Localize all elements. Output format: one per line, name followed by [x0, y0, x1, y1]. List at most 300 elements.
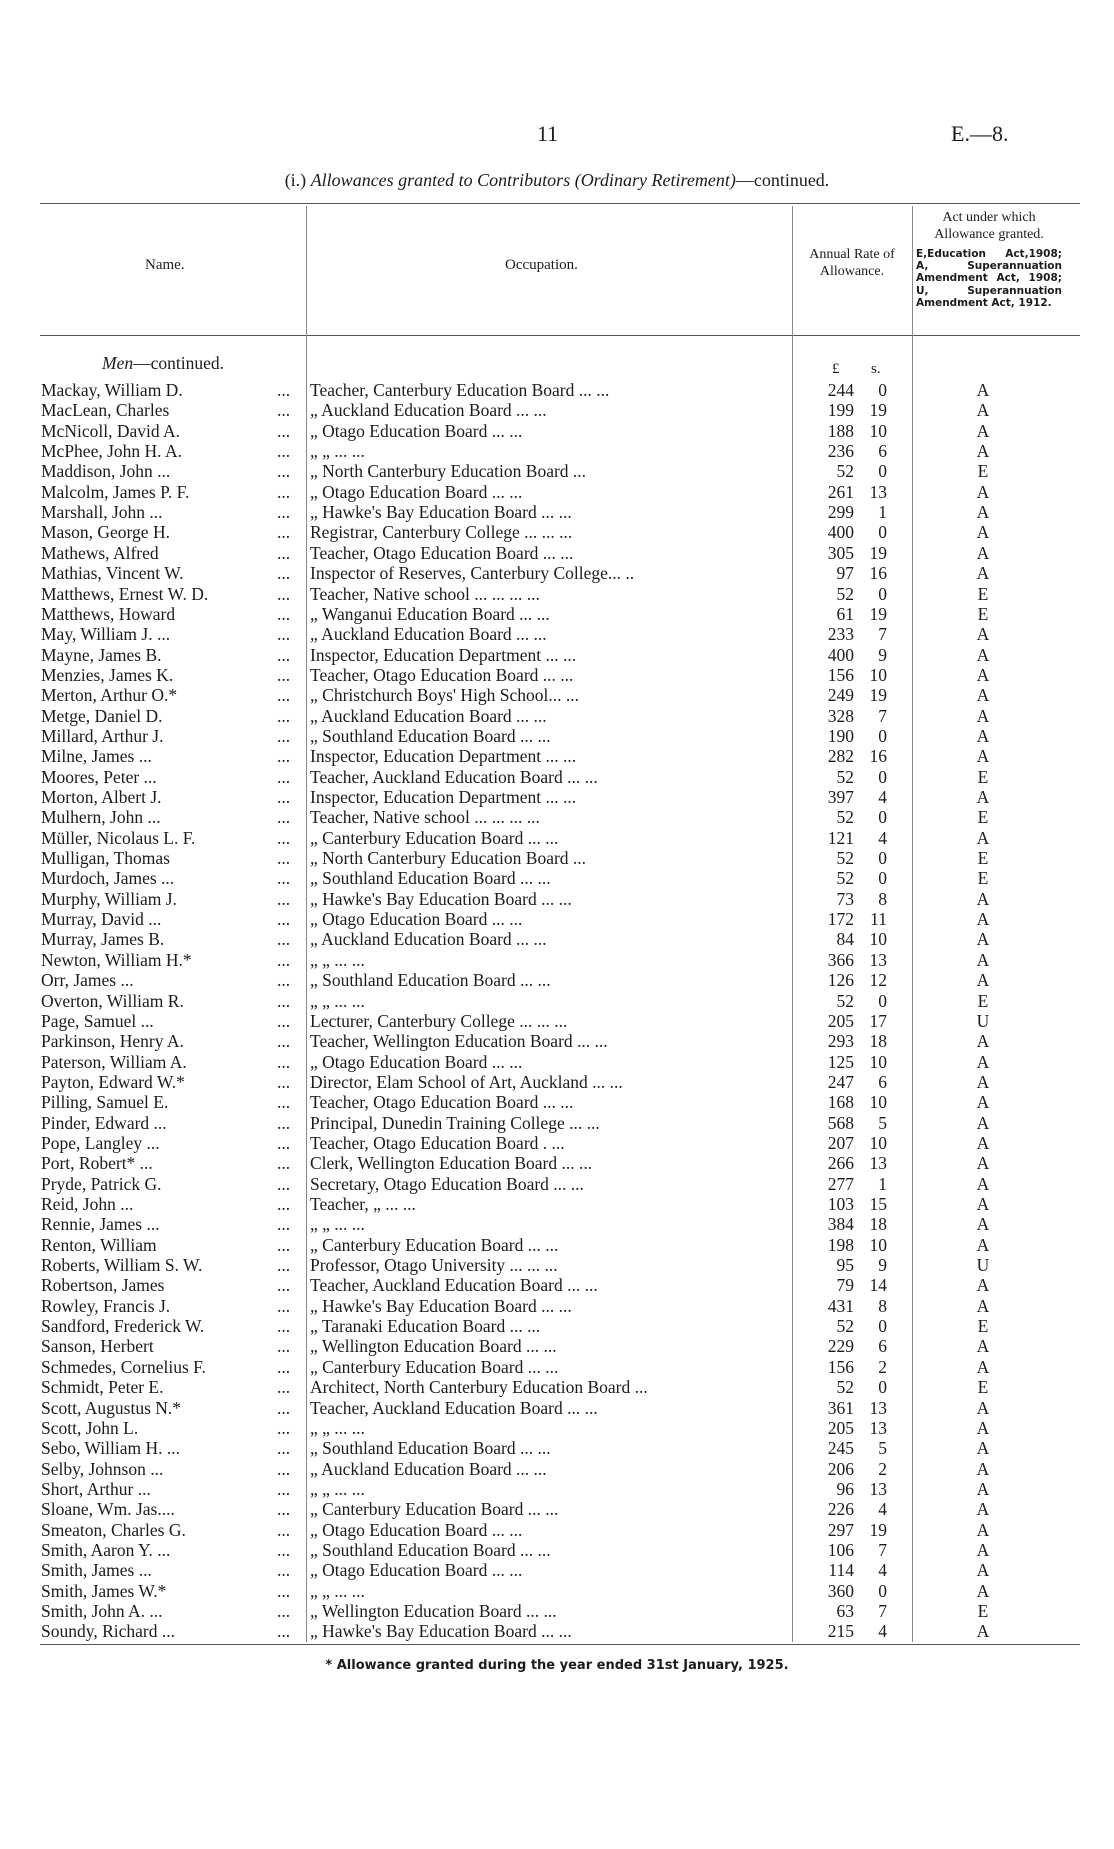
- rate-shillings: 19: [869, 1519, 887, 1540]
- table-row: [0, 909, 1114, 929]
- table-row: [0, 1113, 1114, 1133]
- rate-pounds: 95: [836, 1255, 854, 1276]
- rate-shillings: 9: [878, 644, 887, 665]
- leader-dots: ...: [277, 929, 291, 950]
- rate-pounds: 84: [836, 929, 854, 950]
- rate-pounds: 103: [827, 1194, 854, 1214]
- contributor-name: Mulhern, John ...: [41, 807, 161, 828]
- occupation: Secretary, Otago Education Board ... ...: [310, 1173, 584, 1194]
- contributor-name: Schmedes, Cornelius F.: [41, 1356, 206, 1377]
- act-code: A: [976, 1560, 990, 1581]
- leader-dots: ...: [277, 1295, 291, 1316]
- contributor-name: Mackay, William D.: [41, 380, 183, 400]
- contributor-name: Smith, Aaron Y. ...: [41, 1539, 171, 1560]
- act-code: A: [976, 441, 990, 462]
- occupation: Teacher, Canterbury Education Board ... ...: [310, 380, 610, 400]
- act-code: A: [976, 522, 990, 543]
- occupation: „ Otago Education Board ... ...: [310, 909, 523, 930]
- act-code: A: [976, 746, 990, 767]
- leader-dots: ...: [277, 1112, 291, 1133]
- occupation: Inspector of Reserves, Canterbury College... ..: [310, 563, 635, 584]
- table-row: [0, 1499, 1114, 1519]
- table-row: [0, 624, 1114, 644]
- occupation: „ Hawke's Bay Education Board ... ...: [310, 888, 572, 909]
- act-code: A: [976, 1336, 990, 1357]
- occupation: „ Auckland Education Board ... ...: [310, 624, 547, 645]
- rate-shillings: 5: [878, 1438, 887, 1459]
- act-code: A: [976, 563, 990, 584]
- rate-shillings: 6: [878, 1071, 887, 1092]
- rate-shillings: 19: [869, 685, 887, 706]
- rate-shillings: 7: [878, 1539, 887, 1560]
- column-header-occupation: Occupation.: [505, 257, 578, 273]
- caption-suffix: —continued.: [735, 170, 830, 190]
- contributor-name: Matthews, Howard: [41, 603, 176, 624]
- rate-shillings: 19: [869, 400, 887, 421]
- rate-pounds: 261: [827, 481, 854, 502]
- leader-dots: ...: [277, 990, 291, 1011]
- leader-dots: ...: [277, 1214, 291, 1235]
- leader-dots: ...: [277, 848, 291, 869]
- rate-shillings: 13: [869, 481, 887, 502]
- rate-shillings: 0: [878, 380, 887, 400]
- leader-dots: ...: [277, 1478, 291, 1499]
- rate-shillings: 0: [878, 1316, 887, 1337]
- occupation: „ Taranaki Education Board ... ...: [310, 1316, 541, 1337]
- table-row: [0, 1520, 1114, 1540]
- contributor-name: Mathews, Alfred: [41, 542, 159, 563]
- leader-dots: ...: [277, 1499, 291, 1520]
- act-code: A: [976, 502, 990, 523]
- occupation: „ Wellington Education Board ... ...: [310, 1601, 557, 1621]
- contributor-name: Rennie, James ...: [41, 1214, 160, 1235]
- act-code: E: [977, 766, 989, 787]
- rate-pounds: 97: [836, 563, 854, 584]
- table-row: [0, 1336, 1114, 1356]
- rate-pounds: 156: [827, 664, 854, 685]
- leader-dots: ...: [277, 888, 291, 909]
- rate-pounds: 79: [836, 1275, 854, 1296]
- act-code: A: [976, 1132, 990, 1153]
- rate-shillings: 10: [869, 420, 887, 441]
- rate-shillings: 13: [869, 1417, 887, 1438]
- leader-dots: ...: [277, 542, 291, 563]
- rate-pounds: 282: [827, 746, 854, 767]
- table-row: [0, 1072, 1114, 1092]
- occupation: Director, Elam School of Art, Auckland ... ...: [310, 1071, 623, 1092]
- act-code: A: [976, 705, 990, 726]
- occupation: „ Otago Education Board ... ...: [310, 1519, 523, 1540]
- rate-pounds: 328: [827, 705, 854, 726]
- table-row: [0, 400, 1114, 420]
- occupation: „ Southland Education Board ... ...: [310, 1539, 551, 1560]
- contributor-name: Smith, James W.*: [41, 1580, 167, 1601]
- leader-dots: ...: [277, 461, 291, 482]
- table-row: [0, 665, 1114, 685]
- column-header-act-title: Act under which Allowance granted.: [934, 210, 1044, 242]
- contributor-name: May, William J. ...: [41, 624, 171, 645]
- act-code: A: [976, 1397, 990, 1418]
- occupation: „ Auckland Education Board ... ...: [310, 705, 547, 726]
- act-code: A: [976, 1478, 990, 1499]
- contributor-name: Matthews, Ernest W. D.: [41, 583, 209, 604]
- contributor-name: Overton, William R.: [41, 990, 184, 1011]
- contributor-name: Renton, William: [41, 1234, 157, 1255]
- occupation: „ Hawke's Bay Education Board ... ...: [310, 1295, 572, 1316]
- act-code: A: [976, 1499, 990, 1520]
- occupation: „ „ ... ...: [310, 1478, 365, 1499]
- leader-dots: ...: [277, 807, 291, 828]
- rate-shillings: 13: [869, 1478, 887, 1499]
- contributor-name: Sebo, William H. ...: [41, 1438, 180, 1459]
- table-row: [0, 1092, 1114, 1112]
- table-row: [0, 584, 1114, 604]
- rate-pounds: 73: [836, 888, 854, 909]
- rate-pounds: 63: [836, 1601, 854, 1621]
- rate-shillings: 13: [869, 949, 887, 970]
- act-code: A: [976, 1621, 990, 1642]
- act-code: E: [977, 1377, 989, 1398]
- table-row: [0, 767, 1114, 787]
- table-row: [0, 1011, 1114, 1031]
- leader-dots: ...: [277, 481, 291, 502]
- act-code: A: [976, 1214, 990, 1235]
- contributor-name: Merton, Arthur O.*: [41, 685, 178, 706]
- rate-pounds: 215: [827, 1621, 854, 1642]
- leader-dots: ...: [277, 1397, 291, 1418]
- rate-pounds: 190: [827, 725, 854, 746]
- contributor-name: Sloane, Wm. Jas....: [41, 1499, 175, 1520]
- rate-pounds: 384: [827, 1214, 854, 1235]
- rate-shillings: 0: [878, 807, 887, 828]
- occupation: „ Otago Education Board ... ...: [310, 1051, 523, 1072]
- rate-pounds: 266: [827, 1153, 854, 1174]
- act-code: A: [976, 1153, 990, 1174]
- leader-dots: ...: [277, 1010, 291, 1031]
- rate-pounds: 236: [827, 441, 854, 462]
- leader-dots: ...: [277, 949, 291, 970]
- occupation: „ Auckland Education Board ... ...: [310, 400, 547, 421]
- leader-dots: ...: [277, 644, 291, 665]
- occupation: „ Canterbury Education Board ... ...: [310, 1356, 559, 1377]
- table-row: [0, 970, 1114, 990]
- contributor-name: Maddison, John ...: [41, 461, 171, 482]
- rate-pounds: 245: [827, 1438, 854, 1459]
- contributor-name: MacLean, Charles: [41, 400, 170, 421]
- rate-shillings: 10: [869, 1051, 887, 1072]
- leader-dots: ...: [277, 746, 291, 767]
- table-row: [0, 502, 1114, 522]
- act-code: A: [976, 909, 990, 930]
- contributor-name: Short, Arthur ...: [41, 1478, 151, 1499]
- contributor-name: Menzies, James K.: [41, 664, 174, 685]
- table-row: [0, 746, 1114, 766]
- occupation: „ Southland Education Board ... ...: [310, 725, 551, 746]
- act-code: A: [976, 1194, 990, 1214]
- rate-shillings: 5: [878, 1112, 887, 1133]
- occupation: Principal, Dunedin Training College ... ...: [310, 1112, 600, 1133]
- leader-dots: ...: [277, 603, 291, 624]
- rate-pounds: 121: [827, 827, 854, 848]
- table-row: [0, 787, 1114, 807]
- occupation: „ Otago Education Board ... ...: [310, 481, 523, 502]
- leader-dots: ...: [277, 502, 291, 523]
- act-code: A: [976, 1458, 990, 1479]
- table-row: [0, 1479, 1114, 1499]
- contributor-name: Soundy, Richard ...: [41, 1621, 175, 1642]
- leader-dots: ...: [277, 563, 291, 584]
- rate-shillings: 1: [878, 1173, 887, 1194]
- table-row: [0, 563, 1114, 583]
- table-row: [0, 1275, 1114, 1295]
- leader-dots: ...: [277, 1601, 291, 1621]
- occupation: Teacher, Auckland Education Board ... ...: [310, 766, 598, 787]
- contributor-name: Mulligan, Thomas: [41, 848, 170, 869]
- rate-pounds: 244: [827, 380, 854, 400]
- leader-dots: ...: [277, 1031, 291, 1052]
- table-row: [0, 1214, 1114, 1234]
- occupation: „ „ ... ...: [310, 1580, 365, 1601]
- rate-shillings: 0: [878, 522, 887, 543]
- rate-pounds: 52: [836, 868, 854, 889]
- leader-dots: ...: [277, 1316, 291, 1337]
- contributor-name: Müller, Nicolaus L. F.: [41, 827, 196, 848]
- leader-dots: ...: [277, 1071, 291, 1092]
- section-suffix: —continued.: [133, 353, 224, 373]
- act-code: A: [976, 664, 990, 685]
- rate-shillings: 4: [878, 1621, 887, 1642]
- rate-pounds: 198: [827, 1234, 854, 1255]
- act-code: E: [977, 990, 989, 1011]
- table-row: [0, 1418, 1114, 1438]
- contributor-name: McNicoll, David A.: [41, 420, 181, 441]
- leader-dots: ...: [277, 1519, 291, 1540]
- occupation: „ Southland Education Board ... ...: [310, 970, 551, 991]
- leader-dots: ...: [277, 1255, 291, 1276]
- act-code: E: [977, 868, 989, 889]
- leader-dots: ...: [277, 685, 291, 706]
- contributor-name: Paterson, William A.: [41, 1051, 187, 1072]
- rate-pounds: 52: [836, 461, 854, 482]
- occupation: „ Canterbury Education Board ... ...: [310, 1499, 559, 1520]
- leader-dots: ...: [277, 1458, 291, 1479]
- leader-dots: ...: [277, 909, 291, 930]
- table-row: [0, 1194, 1114, 1214]
- act-code: A: [976, 400, 990, 421]
- table-row: [0, 685, 1114, 705]
- leader-dots: ...: [277, 1621, 291, 1642]
- occupation: Teacher, Wellington Education Board ... ...: [310, 1031, 608, 1052]
- contributor-name: Sanson, Herbert: [41, 1336, 154, 1357]
- unit-pounds: £: [832, 361, 840, 377]
- table-row: [0, 604, 1114, 624]
- table-row: [0, 482, 1114, 502]
- occupation: Teacher, Otago Education Board ... ...: [310, 1092, 574, 1113]
- table-row: [0, 706, 1114, 726]
- rate-pounds: 52: [836, 848, 854, 869]
- occupation: Registrar, Canterbury College ... ... ...: [310, 522, 573, 543]
- occupation: „ Canterbury Education Board ... ...: [310, 1234, 559, 1255]
- leader-dots: ...: [277, 624, 291, 645]
- table-row: [0, 991, 1114, 1011]
- rate-shillings: 0: [878, 725, 887, 746]
- contributor-name: Orr, James ...: [41, 970, 134, 991]
- occupation: Teacher, Native school ... ... ... ...: [310, 807, 540, 828]
- occupation: „ Southland Education Board ... ...: [310, 1438, 551, 1459]
- rate-shillings: 10: [869, 664, 887, 685]
- rate-pounds: 96: [836, 1478, 854, 1499]
- leader-dots: ...: [277, 1153, 291, 1174]
- act-code: A: [976, 420, 990, 441]
- contributor-name: Murphy, William J.: [41, 888, 177, 909]
- rate-shillings: 16: [869, 746, 887, 767]
- table-row: [0, 1296, 1114, 1316]
- table-row: [0, 1398, 1114, 1418]
- act-code: A: [976, 1356, 990, 1377]
- rate-pounds: 277: [827, 1173, 854, 1194]
- act-code: A: [976, 1580, 990, 1601]
- rate-shillings: 15: [869, 1194, 887, 1214]
- act-code: A: [976, 380, 990, 400]
- rate-pounds: 206: [827, 1458, 854, 1479]
- contributor-name: Scott, John L.: [41, 1417, 139, 1438]
- act-code: E: [977, 461, 989, 482]
- leader-dots: ...: [277, 1438, 291, 1459]
- header-top-rule: [40, 203, 1080, 204]
- rate-shillings: 16: [869, 563, 887, 584]
- act-code: A: [976, 644, 990, 665]
- contributor-name: Rowley, Francis J.: [41, 1295, 171, 1316]
- table-row: [0, 441, 1114, 461]
- footnote: * Allowance granted during the year ended 31st January, 1925.: [325, 1658, 789, 1673]
- header-bottom-rule: [40, 335, 1080, 336]
- occupation: Clerk, Wellington Education Board ... ...: [310, 1153, 593, 1174]
- rate-pounds: 125: [827, 1051, 854, 1072]
- table-row: [0, 522, 1114, 542]
- rate-pounds: 361: [827, 1397, 854, 1418]
- act-code: A: [976, 1295, 990, 1316]
- rate-pounds: 126: [827, 970, 854, 991]
- table-row: [0, 645, 1114, 665]
- occupation: „ Christchurch Boys' High School... ...: [310, 685, 580, 706]
- occupation: „ „ ... ...: [310, 441, 365, 462]
- leader-dots: ...: [277, 1132, 291, 1153]
- act-code: A: [976, 1417, 990, 1438]
- table-row: [0, 1621, 1114, 1641]
- contributor-name: Schmidt, Peter E.: [41, 1377, 164, 1398]
- caption-title: Allowances granted to Contributors (Ordinary Retirement): [310, 170, 736, 190]
- table-row: [0, 929, 1114, 949]
- rate-pounds: 188: [827, 420, 854, 441]
- column-header-rate: Annual Rate of Allowance.: [809, 247, 895, 279]
- occupation: „ „ ... ...: [310, 949, 365, 970]
- occupation: Teacher, Auckland Education Board ... ...: [310, 1275, 598, 1296]
- act-code: A: [976, 1519, 990, 1540]
- contributor-name: Robertson, James: [41, 1275, 165, 1296]
- rate-shillings: 12: [869, 970, 887, 991]
- rate-shillings: 9: [878, 1255, 887, 1276]
- act-code: A: [976, 1173, 990, 1194]
- table-row: [0, 828, 1114, 848]
- occupation: „ Auckland Education Board ... ...: [310, 1458, 547, 1479]
- column-header-act-legend: E,Education Act,1908; A, Superannuation Amendment Act, 1908; U, Superannuation Amendment Act, 1912.: [916, 248, 1062, 309]
- occupation: „ Otago Education Board ... ...: [310, 420, 523, 441]
- rate-pounds: 52: [836, 807, 854, 828]
- rate-shillings: 6: [878, 1336, 887, 1357]
- table-row: [0, 1357, 1114, 1377]
- act-code: E: [977, 807, 989, 828]
- rate-pounds: 207: [827, 1132, 854, 1153]
- rate-pounds: 52: [836, 766, 854, 787]
- rate-shillings: 0: [878, 1377, 887, 1398]
- act-code: E: [977, 583, 989, 604]
- contributor-name: Page, Samuel ...: [41, 1010, 154, 1031]
- table-row: [0, 950, 1114, 970]
- rate-pounds: 172: [827, 909, 854, 930]
- contributor-name: Roberts, William S. W.: [41, 1255, 203, 1276]
- occupation: „ Auckland Education Board ... ...: [310, 929, 547, 950]
- act-code: A: [976, 949, 990, 970]
- occupation: Inspector, Education Department ... ...: [310, 746, 577, 767]
- rate-shillings: 17: [869, 1010, 887, 1031]
- table-row: [0, 726, 1114, 746]
- leader-dots: ...: [277, 400, 291, 421]
- rate-shillings: 6: [878, 441, 887, 462]
- rate-shillings: 18: [869, 1214, 887, 1235]
- leader-dots: ...: [277, 583, 291, 604]
- act-code: A: [976, 929, 990, 950]
- act-code: E: [977, 1316, 989, 1337]
- rate-pounds: 249: [827, 685, 854, 706]
- table-row: [0, 1377, 1114, 1397]
- table-row: [0, 1560, 1114, 1580]
- rate-pounds: 397: [827, 787, 854, 807]
- rate-shillings: 4: [878, 827, 887, 848]
- contributor-name: Payton, Edward W.*: [41, 1071, 185, 1092]
- leader-dots: ...: [277, 522, 291, 543]
- rate-shillings: 10: [869, 929, 887, 950]
- contributor-name: Smith, John A. ...: [41, 1601, 163, 1621]
- act-code: A: [976, 481, 990, 502]
- occupation: Teacher, Auckland Education Board ... ...: [310, 1397, 598, 1418]
- leader-dots: ...: [277, 705, 291, 726]
- leader-dots: ...: [277, 1336, 291, 1357]
- table-row: [0, 380, 1114, 400]
- rate-shillings: 2: [878, 1458, 887, 1479]
- rate-pounds: 400: [827, 644, 854, 665]
- rate-shillings: 10: [869, 1234, 887, 1255]
- column-header-name: Name.: [145, 257, 185, 273]
- rate-pounds: 366: [827, 949, 854, 970]
- rate-shillings: 0: [878, 848, 887, 869]
- rate-shillings: 2: [878, 1356, 887, 1377]
- leader-dots: ...: [277, 1092, 291, 1113]
- table-row: [0, 1459, 1114, 1479]
- act-code: A: [976, 542, 990, 563]
- table-row: [0, 1316, 1114, 1336]
- act-code: E: [977, 848, 989, 869]
- leader-dots: ...: [277, 787, 291, 807]
- rate-shillings: 11: [870, 909, 887, 930]
- rate-pounds: 431: [827, 1295, 854, 1316]
- contributor-name: Scott, Augustus N.*: [41, 1397, 182, 1418]
- occupation: „ Canterbury Education Board ... ...: [310, 827, 559, 848]
- rate-shillings: 0: [878, 868, 887, 889]
- leader-dots: ...: [277, 1539, 291, 1560]
- rate-shillings: 4: [878, 1499, 887, 1520]
- occupation: „ Wanganui Education Board ... ...: [310, 603, 550, 624]
- act-code: A: [976, 1234, 990, 1255]
